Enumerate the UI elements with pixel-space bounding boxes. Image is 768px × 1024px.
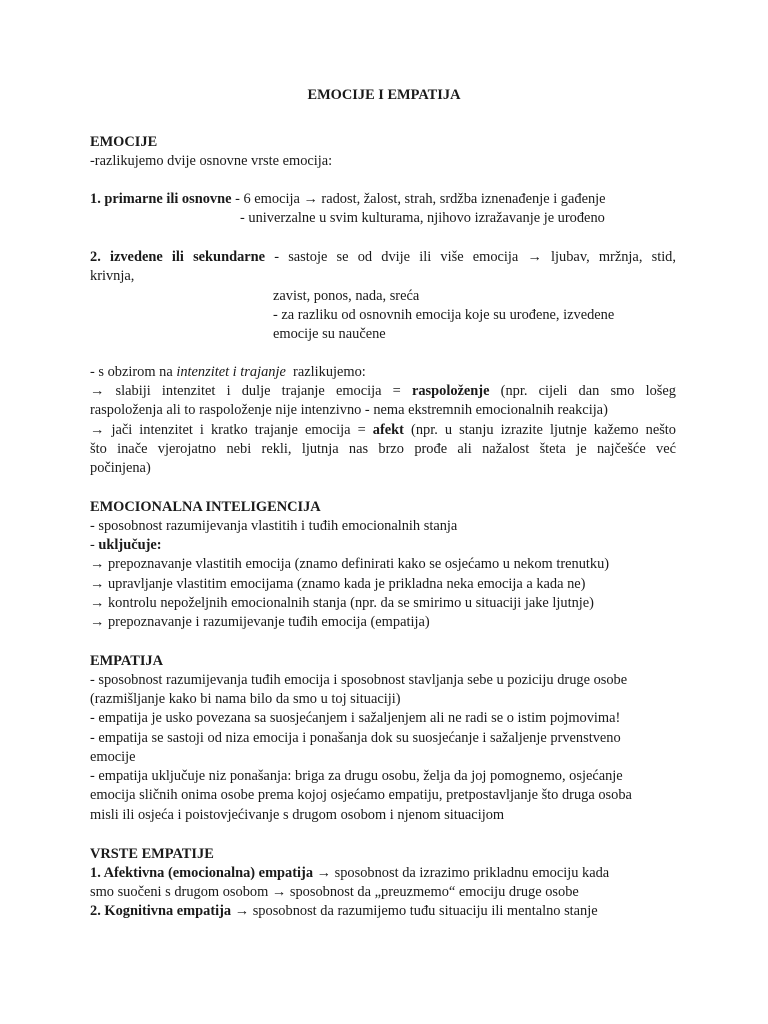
empatija-line8: misli ili osjeća i poistovjećivanje s drugom osobom i njenom situacijom [90,807,505,823]
ei-line1: - sposobnost razumijevanja vlastitih i tuđih emocionalnih stanja [90,518,458,534]
raspolozenje-post: (npr. cijeli dan smo lošeg [489,383,676,399]
ei-line6: → prepoznavanje i razumijevanje tuđih emocija (empatija) [90,614,430,630]
emocije-intro: -razlikujemo dvije osnovne vrste emocija: [90,153,333,169]
obzir-line [90,363,366,382]
raspolozenje-line [90,382,676,401]
empatija-line7: emocija sličnih onima osobe prema kojoj osjećamo empatiju, pretpostavljanje što druga osoba [90,787,632,803]
ei-line5: → kontrolu nepoželjnih emocionalnih stanja (npr. da se smirimo u situaciji jake ljutnje) [90,595,594,611]
afekt-pre: → jači intenzitet i kratko trajanje emocija = [90,422,373,438]
afekt-line3: počinjena) [90,460,151,476]
izvedene-label: 2. izvedene ili sekundarne [90,249,266,265]
obzir-italic: intenzitet i trajanje [176,364,286,380]
izvedene-line2: krivnja, [90,268,135,284]
kognitivna-line [90,902,598,921]
raspolozenje-term: raspoloženje [411,383,490,399]
heading-emocionalna-inteligencija: EMOCIONALNA INTELIGENCIJA [90,499,321,515]
izvedene-line5: emocije su naučene [273,326,386,342]
afekt-post: (npr. u stanju izrazite ljutnje kažemo nešto [403,422,676,438]
primarne-label: 1. primarne ili osnovne [90,191,232,207]
heading-empatija: EMPATIJA [90,653,164,669]
empatija-line4: - empatija se sastoji od niza emocija i ponašanja dok su suosjećanje i sažaljenje prvenstveno [90,730,621,746]
afektivna-text: → sposobnost da izrazimo prikladnu emociju kada [313,865,610,881]
izvedene-line [90,248,676,267]
raspolozenje-pre: → slabiji intenzitet i dulje trajanje emocija = [90,383,412,399]
ei-line2 [90,536,162,555]
afektivna-line2: smo suočeni s drugom osobom → sposobnost da „preuzmemo“ emociju druge osobe [90,884,579,900]
empatija-line6: - empatija uključuje niz ponašanja: briga za drugu osobu, želja da joj pomognemo, osjećanje [90,768,623,784]
empatija-line3: - empatija je usko povezana sa suosjećanjem i sažaljenjem ali ne radi se o istim pojmovima! [90,710,621,726]
document-title: EMOCIJE I EMPATIJA [307,87,461,103]
kognitivna-text: → sposobnost da razumijemo tuđu situaciju ili mentalno stanje [231,903,598,919]
afektivna-line [90,864,609,883]
heading-emocije: EMOCIJE [90,134,158,150]
primarne-line2: - univerzalne u svim kulturama, njihovo izražavanje je urođeno [240,210,605,226]
afekt-line [90,421,676,440]
raspolozenje-line2: raspoloženja ali to raspoloženje nije intenzivno - nema ekstremnih emocionalnih reakcija) [90,402,608,418]
afektivna-label: 1. Afektivna (emocionalna) empatija [90,865,314,881]
izvedene-line3: zavist, ponos, nada, sreća [273,288,420,304]
ei-line4: → upravljanje vlastitim emocijama (znamo kada je prikladna neka emocija a kada ne) [90,576,586,592]
obzir-pre: - s obzirom na [90,364,177,380]
empatija-line1: - sposobnost razumijevanja tuđih emocija i sposobnost stavljanja sebe u poziciju druge osobe [90,672,628,688]
primarne-line [90,190,606,209]
afekt-term: afekt [372,422,404,438]
izvedene-line4: - za razliku od osnovnih emocija koje su urođene, izvedene [273,307,615,323]
ei-ukljucuje: uključuje: [98,537,162,553]
empatija-line5: emocije [90,749,136,765]
heading-vrste-empatije: VRSTE EMPATIJE [90,846,214,862]
ei-line3: → prepoznavanje vlastitih emocija (znamo definirati kako se osjećamo u nekom trenutku) [90,556,610,572]
ei-line2-dash: - [90,537,99,553]
afekt-line2: što inače vjerojatno nebi rekli, ljutnja nas brzo prođe ali nažalost šteta je najčešće već [90,441,676,457]
kognitivna-label: 2. Kognitivna empatija [90,903,232,919]
empatija-line2: (razmišljanje kako bi nama bilo da smo u toj situaciji) [90,691,401,707]
izvedene-text: - sastoje se od dvije ili više emocija → ljubav, mržnja, stid, [265,249,676,265]
obzir-post: razlikujemo: [285,364,366,380]
primarne-text: - 6 emocija → radost, žalost, strah, srdžba iznenađenje i gađenje [231,191,606,207]
